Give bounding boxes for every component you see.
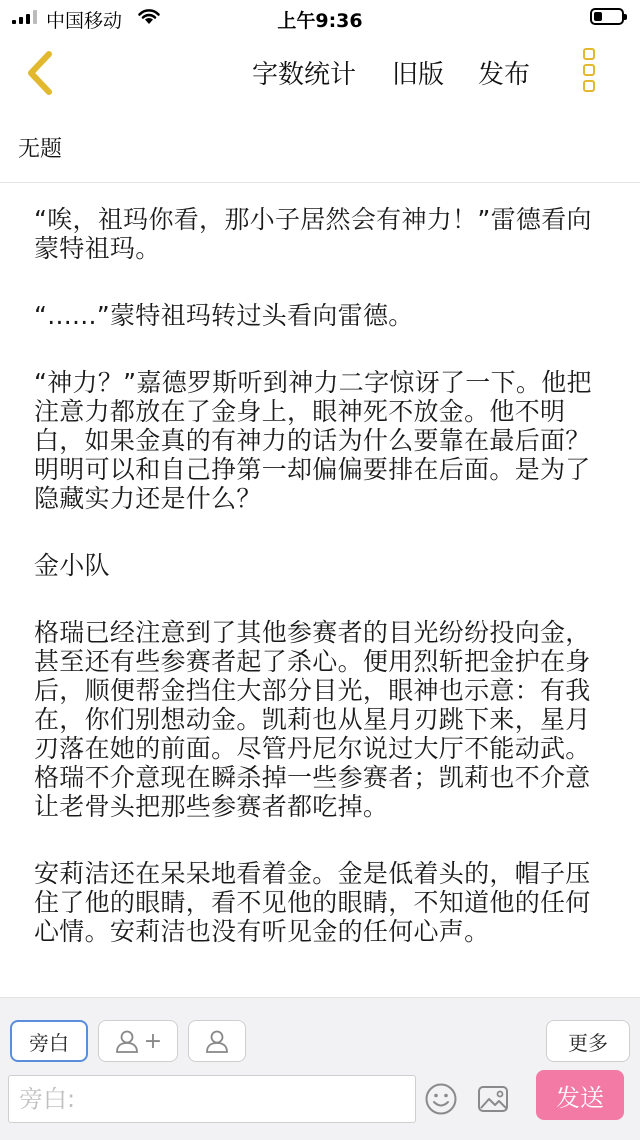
word-count-button[interactable]: 字数统计 xyxy=(252,60,357,90)
old-version-button[interactable]: 旧版 xyxy=(392,60,445,90)
chevron-left-icon xyxy=(18,48,68,98)
add-role-button[interactable] xyxy=(98,1020,178,1062)
send-button[interactable]: 发送 xyxy=(536,1070,624,1120)
image-icon xyxy=(476,1082,510,1116)
role-button[interactable] xyxy=(188,1020,246,1062)
title-divider xyxy=(0,182,640,183)
nav-bar xyxy=(0,36,640,116)
narrator-button[interactable]: 旁白 xyxy=(10,1020,88,1062)
add-role-plus: + xyxy=(143,1028,163,1054)
paragraph[interactable]: “......”蒙特祖玛转过头看向雷德。 xyxy=(34,301,414,330)
battery-icon xyxy=(590,8,624,25)
bottom-toolbar xyxy=(0,997,640,1140)
paragraph[interactable]: “神力？”嘉德罗斯听到神力二字惊讶了一下。他把注意力都放在了金身上，眼神死不放金。他不明白，如果金真的有神力的话为什么要靠在最后面？明明可以和自己挣第一却偏偏要排在后面。是为了隐藏实力还是什么？ xyxy=(34,368,592,513)
back-button[interactable] xyxy=(18,48,68,98)
message-input[interactable] xyxy=(8,1075,416,1123)
paragraph[interactable]: “唉，祖玛你看，那小子居然会有神力！”雷德看向蒙特祖玛。 xyxy=(34,205,592,263)
more-button[interactable]: 更多 xyxy=(546,1020,630,1062)
paragraph[interactable]: 金小队 xyxy=(34,551,110,580)
paragraph[interactable]: 安莉洁还在呆呆地看着金。金是低着头的，帽子压住了他的眼睛，看不见他的眼睛，不知道他的任何心情。安莉洁也没有听见金的任何心声。 xyxy=(34,859,591,946)
emoji-button[interactable] xyxy=(424,1082,458,1116)
vertical-dots-icon xyxy=(578,48,600,92)
document-title[interactable]: 无题 xyxy=(18,137,63,162)
more-menu-button[interactable] xyxy=(578,48,600,98)
person-icon xyxy=(204,1028,230,1054)
image-button[interactable] xyxy=(476,1082,510,1116)
story-content xyxy=(34,205,609,984)
carrier-label: 中国移动 xyxy=(46,10,123,32)
emoji-icon xyxy=(424,1082,458,1116)
status-bar xyxy=(0,0,640,36)
publish-button[interactable]: 发布 xyxy=(478,60,531,90)
status-time: 上午9:36 xyxy=(277,10,363,32)
paragraph[interactable]: 格瑞已经注意到了其他参赛者的目光纷纷投向金，甚至还有些参赛者起了杀心。便用烈斩把金护在身后，顺便帮金挡住大部分目光，眼神也示意：有我在，你们别想动金。凯莉也从星月刃跳下来，星月刃落在她的前面。尽管丹尼尔说过大厅不能动武。格瑞不介意现在瞬杀掉一些参赛者；凯莉也不介意让老骨头把那些参赛者都吃掉。 xyxy=(34,618,591,821)
add-person-icon xyxy=(114,1028,140,1054)
